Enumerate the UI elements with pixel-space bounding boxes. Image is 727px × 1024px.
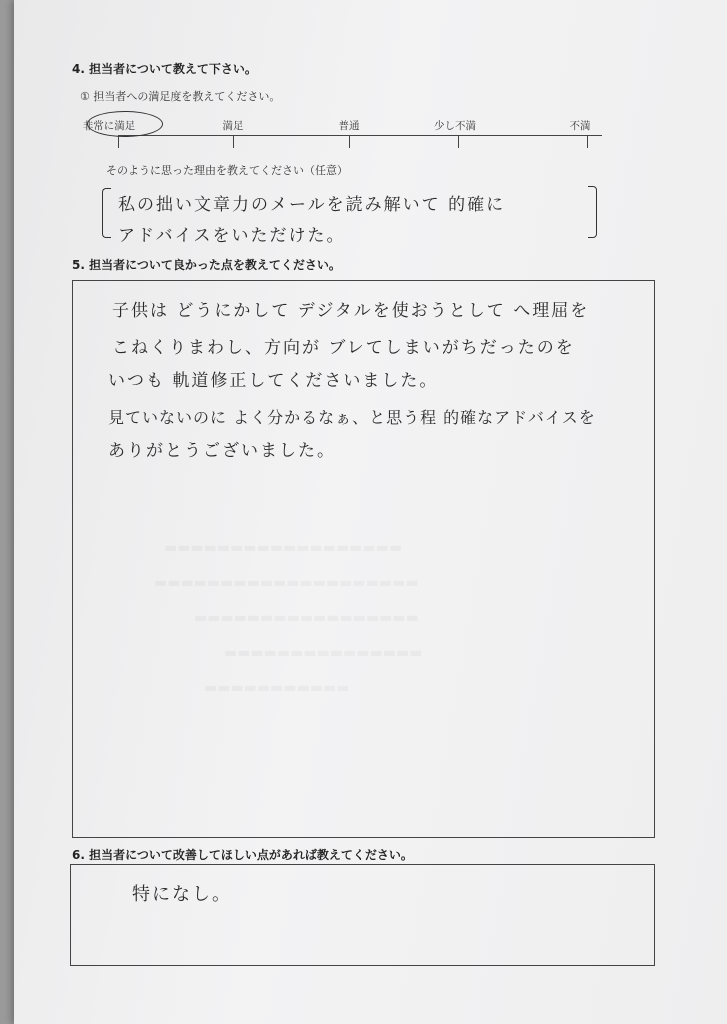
handwritten-improvement: 特になし。 <box>132 884 232 905</box>
scale-option-satisfied[interactable]: 満足 <box>222 120 244 132</box>
show-through-mark <box>164 540 402 556</box>
left-bracket <box>102 188 111 238</box>
show-through-mark <box>194 610 419 626</box>
satisfaction-scale-line <box>118 135 602 136</box>
handwritten-good-line-2: こねくりまわし、方向が ブレてしまいがちだったのを <box>112 338 575 358</box>
scale-option-dissatisfied[interactable]: 不満 <box>569 120 591 132</box>
section-4-heading: 4. 担当者について教えて下さい。 <box>72 62 257 76</box>
right-bracket <box>588 186 597 238</box>
section-6-heading: 6. 担当者について改善してほしい点があれば教えてください。 <box>72 848 413 862</box>
survey-page <box>14 0 727 1024</box>
handwritten-good-line-5: ありがとうございました。 <box>108 441 336 461</box>
handwritten-good-line-3: いつも 軌道修正してくださいました。 <box>108 371 439 391</box>
show-through-mark <box>224 645 422 661</box>
scale-option-slightly-dissatisfied[interactable]: 少し不満 <box>434 120 476 132</box>
selected-option-circle <box>87 111 163 137</box>
scale-option-very-satisfied[interactable]: 非常に満足 <box>82 120 136 132</box>
handwritten-good-line-4: 見ていないのに よく分かるなぁ、と思う程 的確なアドバイスを <box>108 408 596 427</box>
show-through-mark <box>204 680 350 696</box>
handwritten-reason-line-1: 私の拙い文章力のメールを読み解いて 的確に <box>118 195 506 215</box>
good-points-box[interactable] <box>72 280 655 838</box>
handwritten-reason-line-2: アドバイスをいただけた。 <box>118 226 346 246</box>
scale-tick <box>349 135 350 148</box>
scale-tick <box>587 135 588 148</box>
scale-tick <box>458 135 459 148</box>
scale-tick <box>118 135 119 148</box>
show-through-mark <box>154 575 419 591</box>
question-1-label: ① 担当者への満足度を教えてください。 <box>80 90 281 103</box>
handwritten-good-line-1: 子供は どうにかして デジタルを使おうとして へ理屈を <box>112 301 590 321</box>
section-5-heading: 5. 担当者について良かった点を教えてください。 <box>72 258 341 272</box>
scale-tick <box>233 135 234 148</box>
scale-option-neutral[interactable]: 普通 <box>338 120 360 132</box>
reason-prompt: そのように思った理由を教えてください（任意） <box>106 164 348 177</box>
